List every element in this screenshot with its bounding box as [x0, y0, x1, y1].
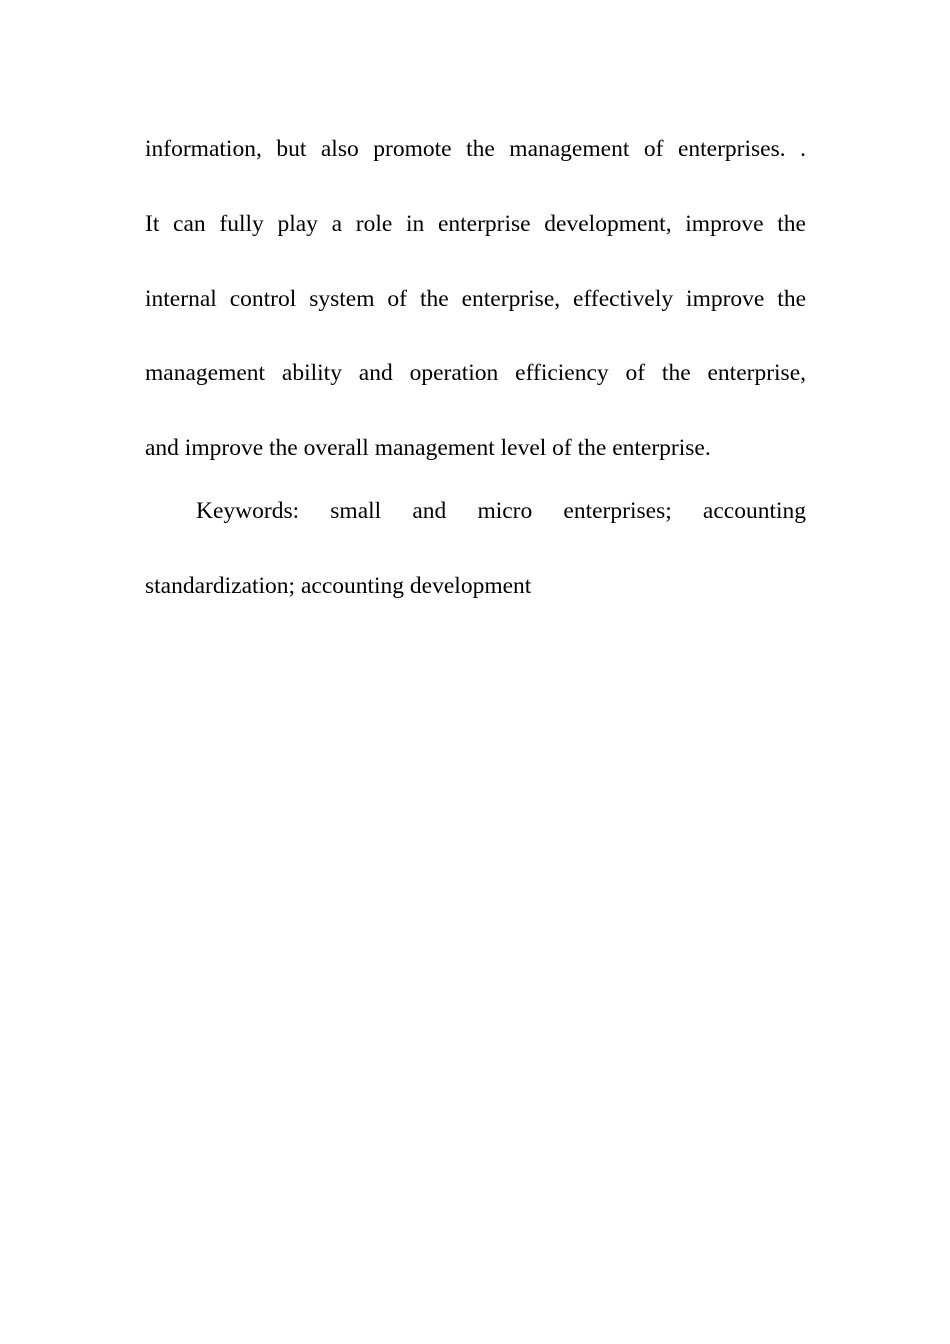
- abstract-line-4: management ability and operation efficiency of the enterprise,: [145, 360, 806, 386]
- keywords-line-2: standardization; accounting development: [145, 573, 532, 599]
- abstract-line-3: internal control system of the enterprise, effectively improve the: [145, 286, 806, 312]
- abstract-line-5: and improve the overall management level of the enterprise.: [145, 435, 711, 461]
- keywords-line-1: Keywords: small and micro enterprises; accounting: [196, 498, 806, 524]
- abstract-line-1: information, but also promote the management of enterprises. .: [145, 136, 806, 162]
- abstract-line-2: It can fully play a role in enterprise development, improve the: [145, 211, 806, 237]
